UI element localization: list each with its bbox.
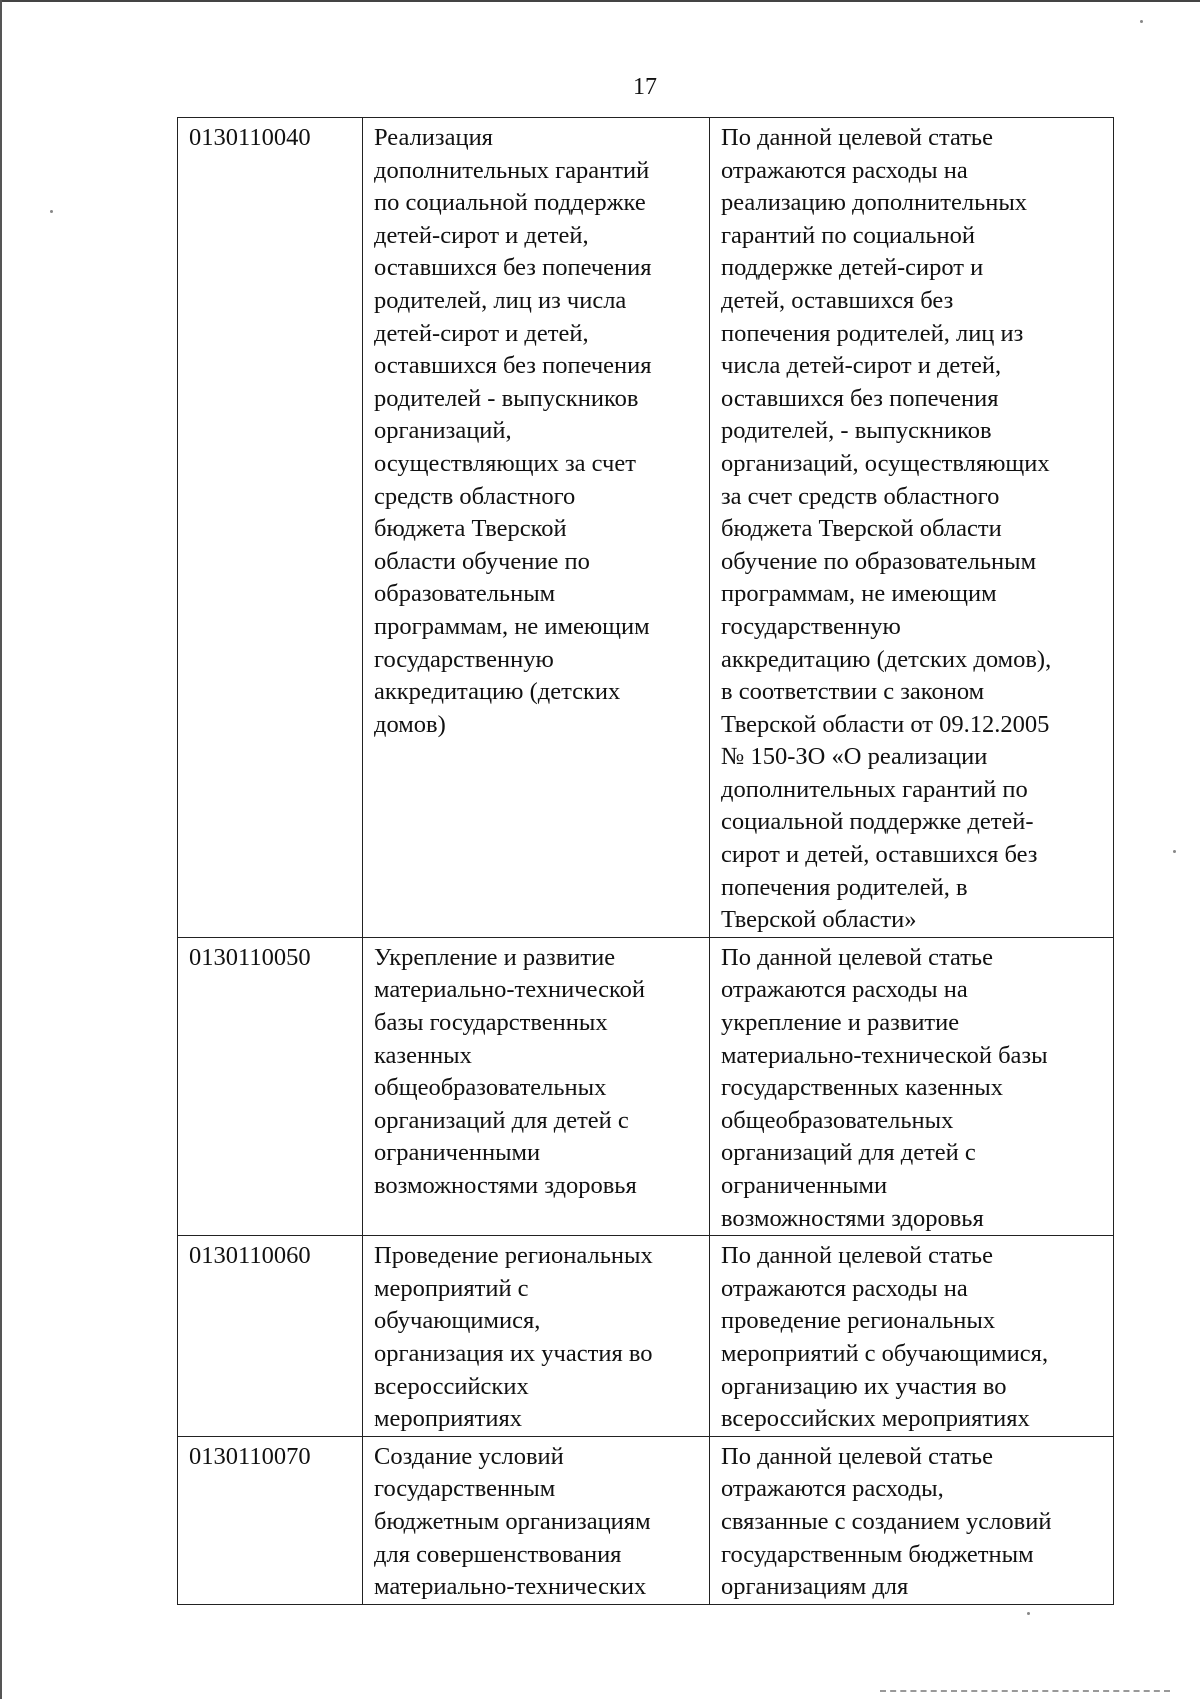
name-cell: Реализация дополнительных гарантий по социальной поддержке детей-сирот и детей, оставшихся без попечения родителей, лиц из числа детей-сирот и детей, оставшихся без попечения родителей - выпускников организаций, осуществляющих за счет средств областного бюджета Тверской области обучение по образовательным программам, не имеющим государственную аккредитацию (детских домов) [363, 118, 710, 938]
description-cell: По данной целевой статье отражаются расходы, связанные с созданием условий государственным бюджетным организациям для [710, 1436, 1114, 1604]
scan-edge-left [0, 0, 2, 1699]
table-row [178, 1236, 1114, 1437]
scan-speck [1173, 850, 1176, 853]
name-cell: Проведение региональных мероприятий с обучающимися, организация их участия во всероссийских мероприятиях [363, 1236, 710, 1437]
code-cell: 0130110060 [178, 1236, 363, 1437]
scan-edge-top [0, 0, 1200, 2]
table-row [178, 1436, 1114, 1604]
description-cell: По данной целевой статье отражаются расходы на укрепление и развитие материально-технической базы государственных казенных общеобразовательных организаций для детей с ограниченными возможностями здоровья [710, 937, 1114, 1235]
page-number: 17 [633, 74, 657, 100]
table-row [178, 937, 1114, 1235]
scan-speck [50, 210, 53, 213]
description-cell: По данной целевой статье отражаются расходы на реализацию дополнительных гарантий по социальной поддержке детей-сирот и детей, оставшихся без попечения родителей, лиц из числа детей-сирот и детей, оставшихся без попечения родителей, - выпускников организаций, осуществляющих за счет средств областного бюджета Тверской области обучение по образовательным программам, не имеющим государственную аккредитацию (детских домов), в соответствии с законом Тверской области от 09.12.2005 № 150-ЗО «О реализации дополнительных гарантий по социальной поддержке детей- сирот и детей, оставшихся без попечения родителей, в Тверской области» [710, 118, 1114, 938]
code-cell: 0130110050 [178, 937, 363, 1235]
code-cell: 0130110070 [178, 1436, 363, 1604]
scan-speck [1140, 20, 1143, 23]
name-cell: Укрепление и развитие материально-технической базы государственных казенных общеобразовательных организаций для детей с ограниченными возможностями здоровья [363, 937, 710, 1235]
budget-code-table [177, 117, 1114, 1605]
scan-footer-marks [880, 1690, 1170, 1694]
description-cell: По данной целевой статье отражаются расходы на проведение региональных мероприятий с обучающимися, организацию их участия во всероссийских мероприятиях [710, 1236, 1114, 1437]
scan-speck [1027, 1612, 1030, 1615]
name-cell: Создание условий государственным бюджетным организациям для совершенствования материально-технических [363, 1436, 710, 1604]
code-cell: 0130110040 [178, 118, 363, 938]
table-row [178, 118, 1114, 938]
